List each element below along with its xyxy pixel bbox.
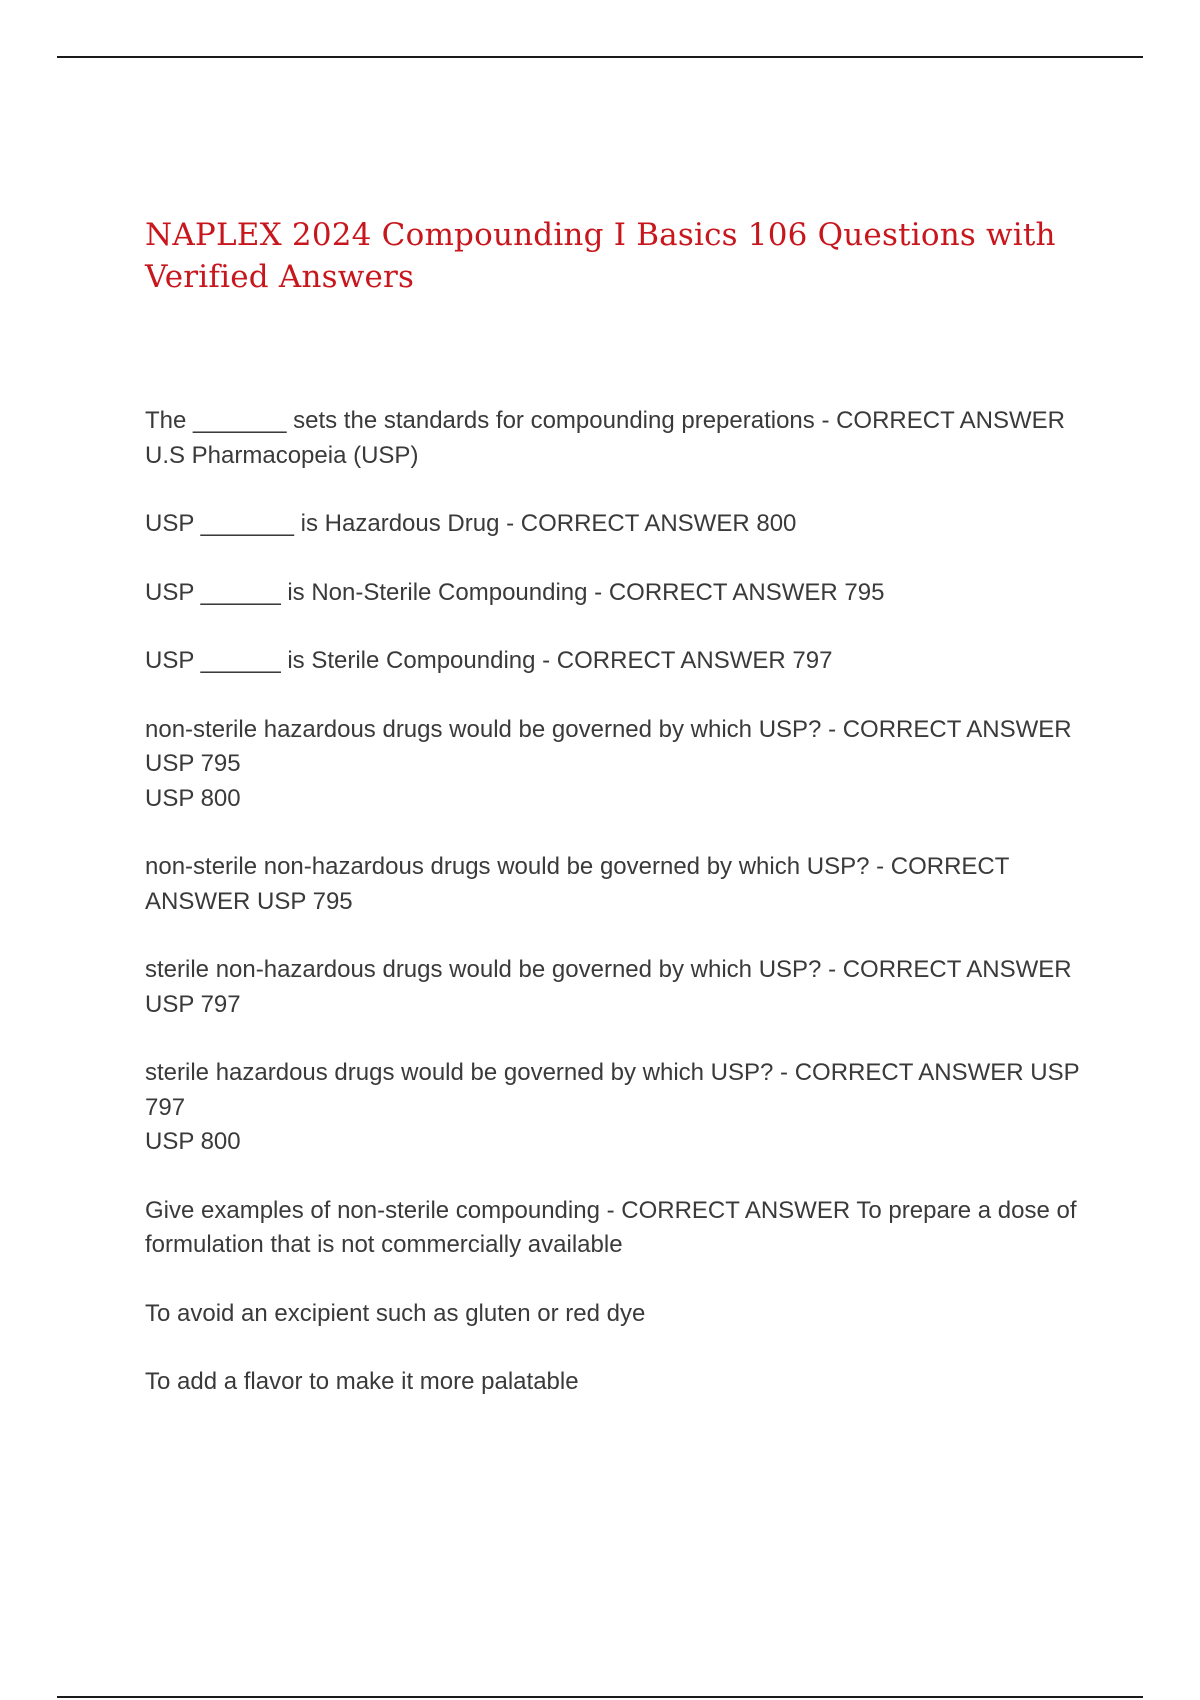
qa-paragraph-9: Give examples of non-sterile compounding - CORRECT ANSWER To prepare a dose of formulation that is not commercially available	[145, 1196, 1077, 1258]
qa-paragraph-11: To add a flavor to make it more palatable	[145, 1368, 579, 1395]
qa-paragraph-1: The _______ sets the standards for compounding preperations - CORRECT ANSWER U.S Pharmacopeia (USP)	[145, 407, 1066, 469]
document-body	[145, 404, 1095, 1434]
footer-rule	[57, 1696, 1143, 1698]
header-rule	[57, 56, 1143, 58]
qa-paragraph-4: USP ______ is Sterile Compounding - CORRECT ANSWER 797	[145, 647, 833, 674]
qa-paragraph-2: USP _______ is Hazardous Drug - CORRECT ANSWER 800	[145, 510, 797, 537]
qa-paragraph-6: non-sterile non-hazardous drugs would be governed by which USP? - CORRECT ANSWER USP 795	[145, 853, 1009, 915]
qa-paragraph-5: non-sterile hazardous drugs would be governed by which USP? - CORRECT ANSWER USP 795 USP 800	[145, 715, 1072, 812]
qa-paragraph-10: To avoid an excipient such as gluten or red dye	[145, 1299, 646, 1327]
qa-paragraph-8: sterile hazardous drugs would be governed by which USP? - CORRECT ANSWER USP 797 USP 800	[145, 1059, 1080, 1155]
page-title: NAPLEX 2024 Compounding I Basics 106 Questions with Verified Answers	[145, 217, 1056, 295]
qa-paragraph-7: sterile non-hazardous drugs would be governed by which USP? - CORRECT ANSWER USP 797	[145, 956, 1072, 1018]
qa-paragraph-3: USP ______ is Non-Sterile Compounding - CORRECT ANSWER 795	[145, 578, 885, 606]
